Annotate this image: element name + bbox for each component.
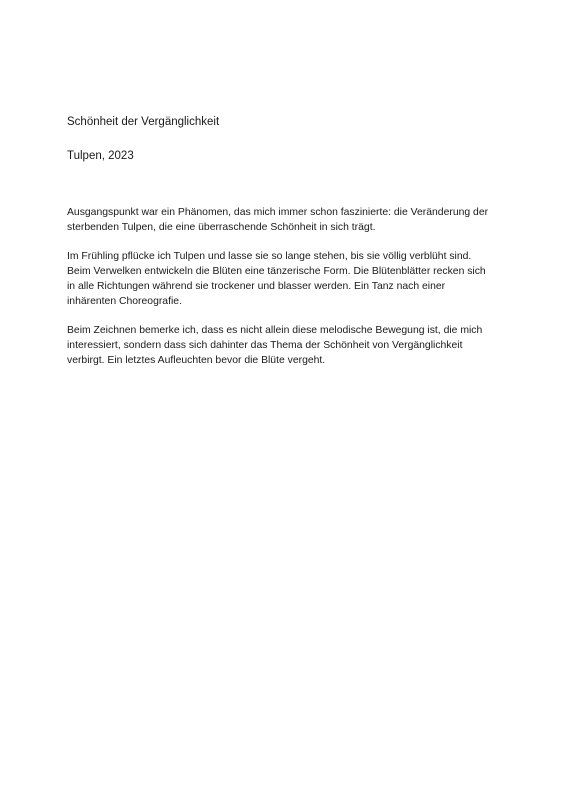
document-body bbox=[67, 205, 507, 382]
paragraph-3 bbox=[67, 323, 507, 368]
paragraph-1 bbox=[67, 205, 507, 235]
paragraph-line: Beim Verwelken entwickeln die Blüten eine tänzerische Form. Die Blütenblätter recken sich bbox=[67, 266, 486, 277]
paragraph-line: inhärenten Choreografie. bbox=[67, 296, 182, 307]
paragraph-line: Beim Zeichnen bemerke ich, dass es nicht allein diese melodische Bewegung ist, die mich bbox=[67, 325, 483, 336]
paragraph-line: Im Frühling pflücke ich Tulpen und lasse sie so lange stehen, bis sie völlig verblüht sind. bbox=[67, 251, 472, 262]
paragraph-line: Ausgangspunkt war ein Phänomen, das mich immer schon faszinierte: die Veränderung der bbox=[67, 207, 489, 218]
document-header bbox=[67, 114, 507, 164]
paragraph-line: verbirgt. Ein letztes Aufleuchten bevor die Blüte vergeht. bbox=[67, 355, 326, 366]
document-title: Schönheit der Vergänglichkeit bbox=[67, 116, 220, 128]
document-subtitle: Tulpen, 2023 bbox=[67, 150, 134, 162]
paragraph-line: in alle Richtungen während sie trockener und blasser werden. Ein Tanz nach einer bbox=[67, 281, 446, 292]
paragraph-line: interessiert, sondern dass sich dahinter das Thema der Schönheit von Vergänglichkeit bbox=[67, 340, 463, 351]
paragraph-2 bbox=[67, 249, 507, 309]
paragraph-line: sterbenden Tulpen, die eine überraschende Schönheit in sich trägt. bbox=[67, 222, 376, 233]
